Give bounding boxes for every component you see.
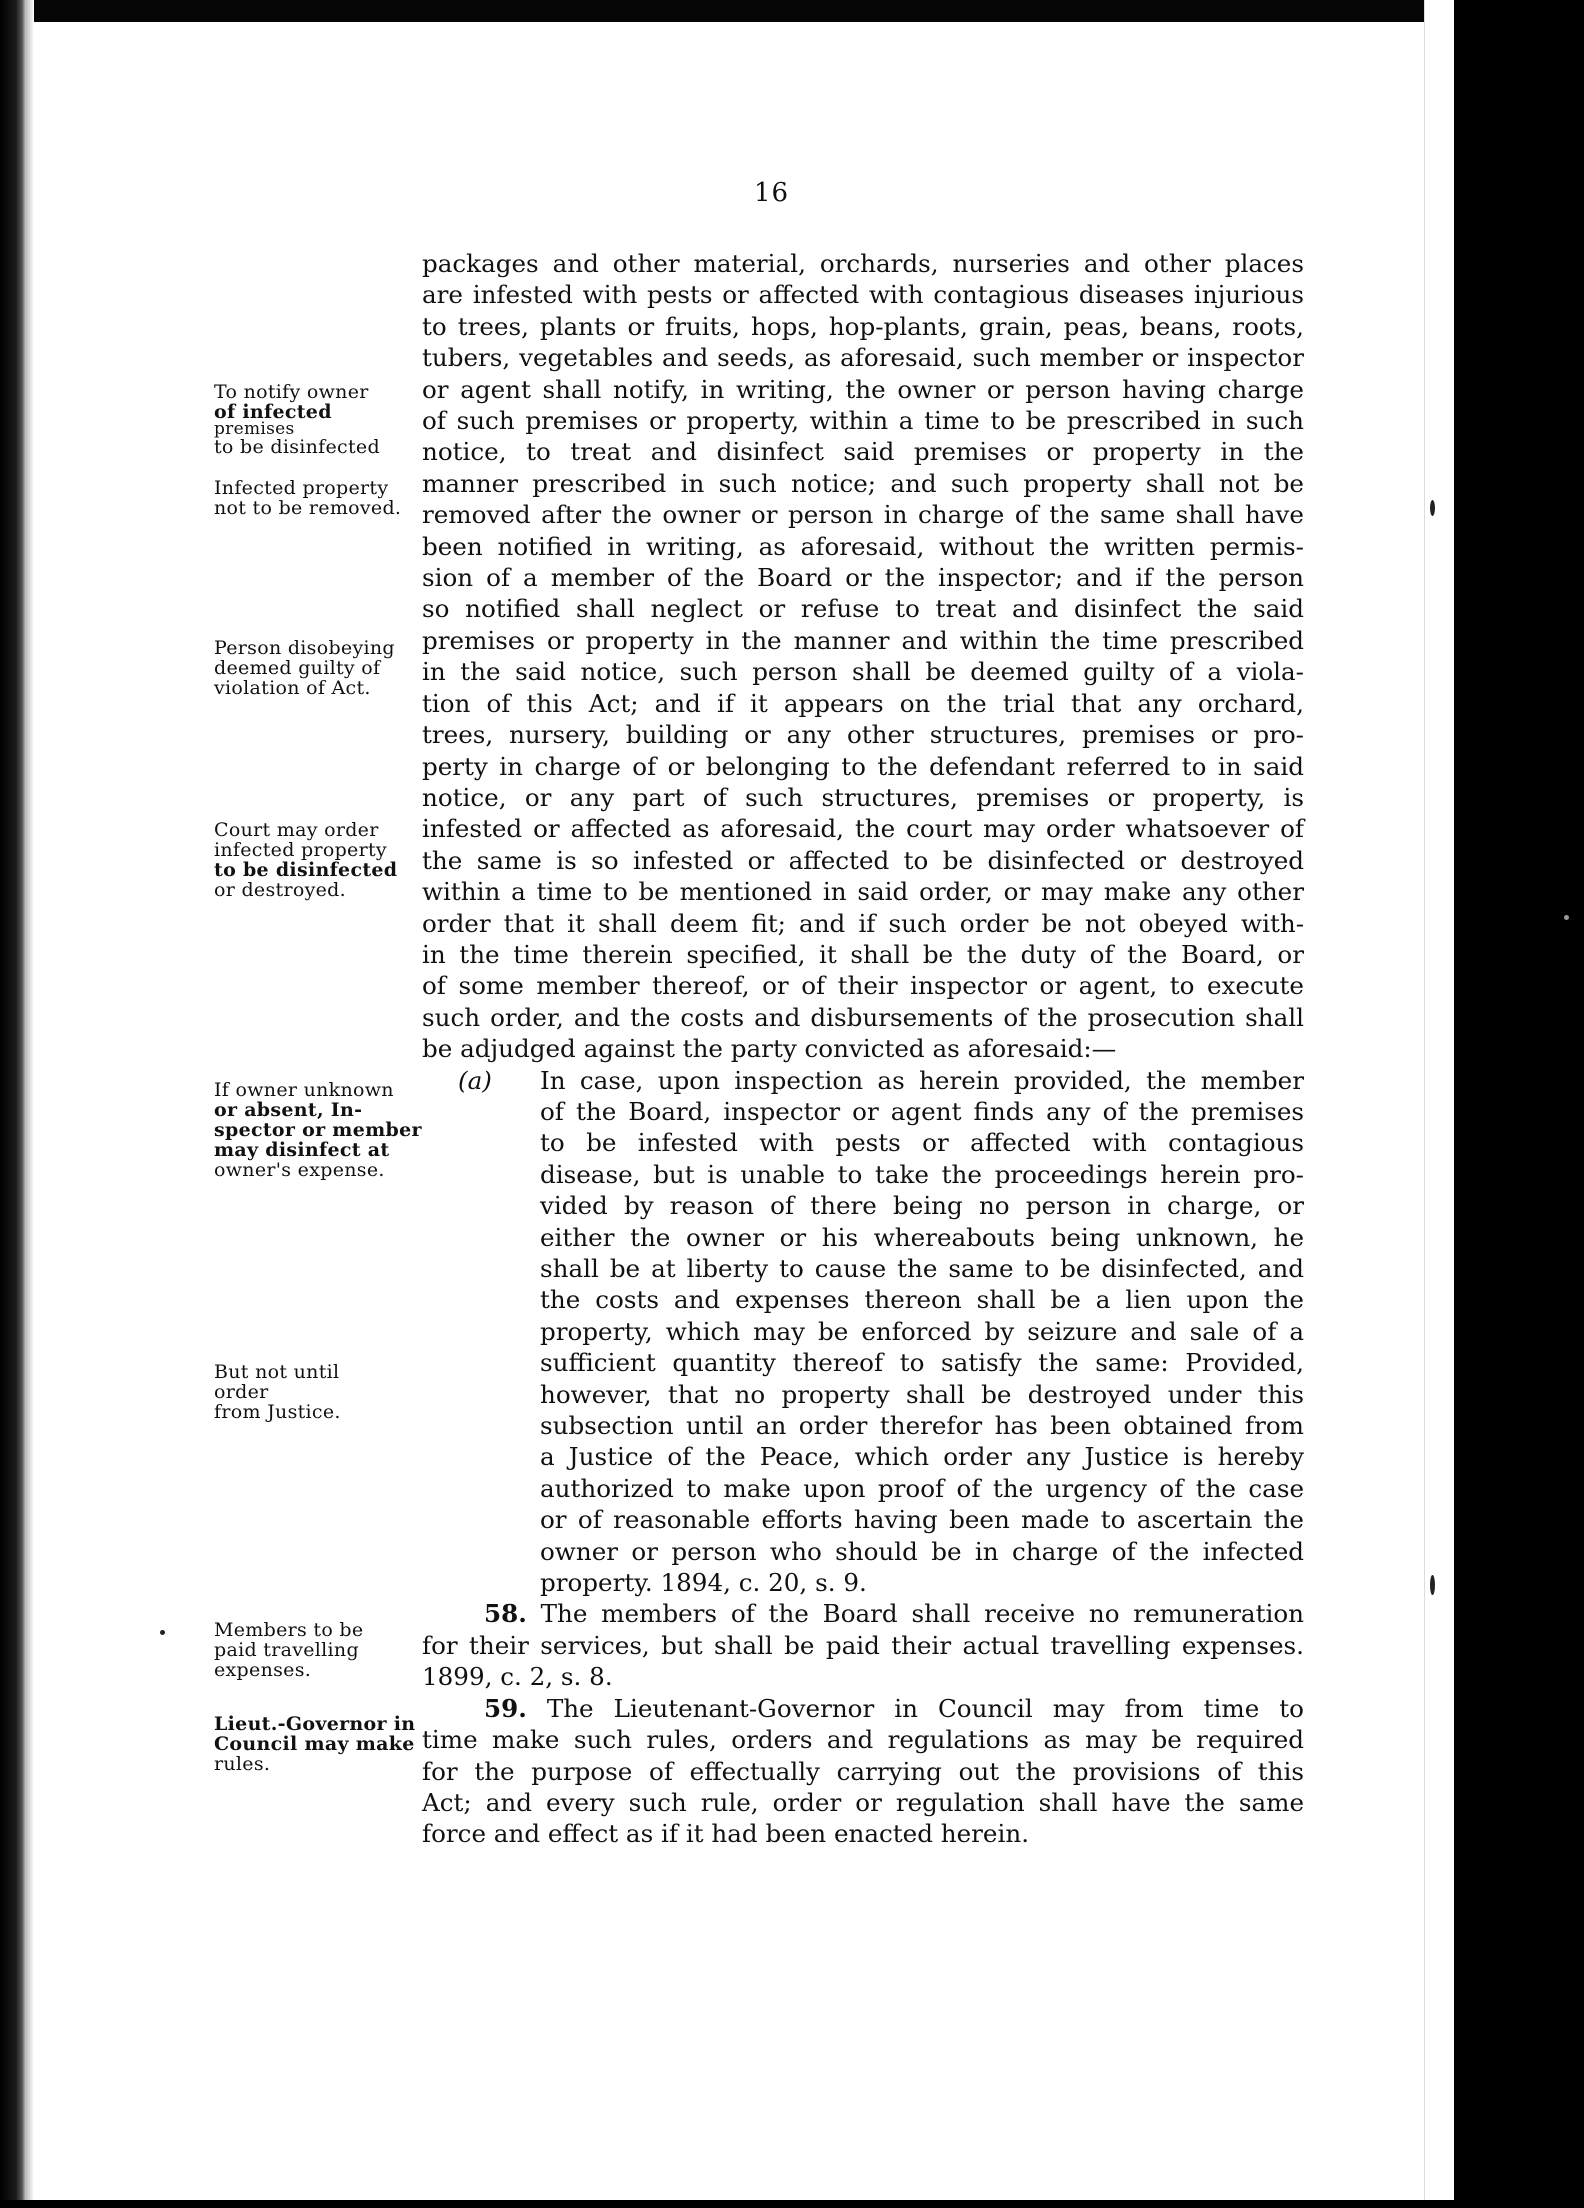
text-line: to trees, plants or fruits, hops, hop-plants, grain, peas, beans, roots, <box>422 311 1304 341</box>
scan-speck <box>160 1630 165 1635</box>
margin-note-court-may-order <box>214 820 434 900</box>
text-line: property, which may be enforced by seizure and sale of a <box>540 1316 1304 1346</box>
text-line: disease, but is unable to take the proceedings herein pro- <box>540 1159 1304 1189</box>
margin-note-line: may disinfect at <box>214 1139 390 1161</box>
text-line: the same is so infested or affected to be disinfected or destroyed <box>422 845 1304 875</box>
margin-note-line: order <box>214 1381 269 1403</box>
text-line: be adjudged against the party convicted as aforesaid:— <box>422 1034 1117 1064</box>
text-line: within a time to be mentioned in said order, or may make any other <box>422 877 1304 907</box>
text-line: manner prescribed in such notice; and such property shall not be <box>422 468 1304 498</box>
scan-border-left <box>0 0 26 2208</box>
section-number: 59. <box>484 1693 527 1723</box>
text-line: authorized to make upon proof of the urgency of the case <box>540 1473 1304 1503</box>
margin-note-line: paid travelling <box>214 1639 359 1661</box>
text-line: subsection until an order therefor has been obtained from <box>540 1411 1304 1441</box>
margin-note-person-disobeying <box>214 638 434 698</box>
text-line: vided by reason of there being no person in charge, or <box>540 1191 1304 1221</box>
text-line: for their services, but shall be paid their actual travelling expenses. <box>422 1630 1304 1660</box>
text-line <box>422 1598 1304 1629</box>
text-line: In case, upon inspection as herein provided, the member <box>540 1065 1304 1095</box>
text-line: sion of a member of the Board or the inspector; and if the person <box>422 563 1304 593</box>
margin-note-line: expenses. <box>214 1659 312 1681</box>
text-line: for the purpose of effectually carrying out the provisions of this <box>422 1756 1304 1786</box>
text-line: are infested with pests or affected with contagious diseases injurious <box>422 280 1304 310</box>
subsection-label: (a) <box>458 1065 492 1095</box>
margin-note-owner-unknown <box>214 1080 434 1180</box>
margin-note-line: Infected property <box>214 477 389 499</box>
text-line: 1899, c. 2, s. 8. <box>422 1662 613 1692</box>
margin-note-line: or destroyed. <box>214 879 346 901</box>
scan-speck <box>1430 500 1435 516</box>
text-line: of some member thereof, or of their inspector or agent, to execute <box>422 971 1304 1001</box>
text-line: removed after the owner or person in charge of the same shall have <box>422 500 1304 530</box>
margin-note-line: infected property <box>214 839 387 861</box>
margin-note-line: from Justice. <box>214 1401 341 1423</box>
text-line: premises or property in the manner and within the time prescribed <box>422 625 1304 655</box>
margin-note-notify-owner <box>214 382 434 457</box>
text-line: of such premises or property, within a time to be prescribed in such <box>422 406 1304 436</box>
margin-note-members-expenses <box>214 1620 434 1680</box>
page-number: 16 <box>754 178 790 208</box>
section-number: 58. <box>484 1599 527 1629</box>
text-line: in the time therein specified, it shall be the duty of the Board, or <box>422 939 1304 969</box>
text-line: sufficient quantity thereof to satisfy the same: Provided, <box>540 1348 1304 1378</box>
text-line: property. 1894, c. 20, s. 9. <box>540 1568 867 1598</box>
margin-note-line: Council may make <box>214 1733 415 1755</box>
text-line <box>422 1693 1304 1724</box>
section-text: The Lieutenant-Governor in Council may from time to <box>546 1693 1304 1723</box>
text-line: the costs and expenses thereon shall be a lien upon the <box>540 1285 1304 1315</box>
text-line: shall be at liberty to cause the same to be disinfected, and <box>540 1254 1304 1283</box>
margin-note-line: rules. <box>214 1753 271 1775</box>
margin-note-line: violation of Act. <box>214 677 371 699</box>
margin-note-line: Court may order <box>214 819 379 841</box>
text-line: however, that no property shall be destroyed under this <box>540 1379 1304 1409</box>
text-line: tion of this Act; and if it appears on the trial that any orchard, <box>422 688 1304 718</box>
text-line: of the Board, inspector or agent finds any of the premises <box>540 1096 1304 1126</box>
paragraph-continued <box>422 248 1304 1065</box>
margin-note-line: or absent, In- <box>214 1099 363 1121</box>
subsection-a <box>422 1065 1304 1599</box>
margin-note-line: But not until <box>214 1361 340 1383</box>
margin-note-line: Members to be <box>214 1619 364 1641</box>
body-text <box>422 248 1304 1850</box>
text-line: perty in charge of or belonging to the defendant referred to in said <box>422 751 1304 781</box>
margin-note-line: to be disinfected <box>214 859 398 881</box>
text-line: Act; and every such rule, order or regulation shall have the same <box>422 1787 1304 1817</box>
margin-note-line: Person disobeying <box>214 637 395 659</box>
text-line: in the said notice, such person shall be deemed guilty of a viola- <box>422 657 1304 687</box>
section-58 <box>422 1598 1304 1692</box>
text-line: owner or person who should be in charge of the infected <box>540 1536 1304 1566</box>
margin-note-line: not to be removed. <box>214 497 402 519</box>
scan-border-left-shadow <box>26 0 34 2208</box>
scan-speck <box>1564 915 1569 920</box>
text-line: so notified shall neglect or refuse to treat and disinfect the said <box>422 594 1304 624</box>
scan-border-bottom <box>0 2200 1584 2208</box>
text-line: time make such rules, orders and regulations as may be required <box>422 1725 1304 1755</box>
text-line: to be infested with pests or affected with contagious <box>540 1128 1304 1158</box>
margin-note-line: To notify owner <box>214 381 369 403</box>
margin-note-line: deemed guilty of <box>214 657 381 679</box>
text-line: tubers, vegetables and seeds, as aforesaid, such member or inspector <box>422 343 1304 373</box>
scan-speck <box>1430 1575 1435 1595</box>
text-line: infested or affected as aforesaid, the court may order whatsoever of <box>422 814 1304 844</box>
margin-note-line: of infected <box>214 401 332 423</box>
margin-note-line: premises <box>214 419 295 439</box>
text-line: been notified in writing, as aforesaid, without the written permis- <box>422 531 1304 561</box>
margin-note-line: Lieut.-Governor in <box>214 1713 416 1735</box>
text-line: packages and other material, orchards, nurseries and other places <box>422 249 1304 278</box>
text-line: such order, and the costs and disbursements of the prosecution shall <box>422 1002 1304 1032</box>
margin-note-line: owner's expense. <box>214 1159 385 1181</box>
section-text: The members of the Board shall receive no remuneration <box>540 1599 1304 1629</box>
margin-note-line: spector or member <box>214 1119 422 1141</box>
text-line: either the owner or his whereabouts being unknown, he <box>540 1222 1304 1252</box>
text-line: trees, nursery, building or any other structures, premises or pro- <box>422 720 1304 750</box>
margin-note-infected-property <box>214 478 434 518</box>
margin-note-lieut-governor <box>214 1714 434 1774</box>
scan-border-top <box>0 0 1584 22</box>
section-59 <box>422 1693 1304 1850</box>
text-line: or of reasonable efforts having been made to ascertain the <box>540 1505 1304 1535</box>
margin-note-not-until-order <box>214 1362 434 1422</box>
margin-note-line: to be disinfected <box>214 436 380 458</box>
text-line: notice, to treat and disinfect said premises or property in the <box>422 437 1304 467</box>
text-line: a Justice of the Peace, which order any Justice is hereby <box>540 1442 1304 1472</box>
margin-note-line: If owner unknown <box>214 1079 394 1101</box>
text-line: force and effect as if it had been enacted herein. <box>422 1819 1030 1849</box>
text-line: or agent shall notify, in writing, the owner or person having charge <box>422 374 1304 404</box>
text-line: order that it shall deem fit; and if such order be not obeyed with- <box>422 908 1304 938</box>
adjacent-page-strip <box>1424 0 1455 2208</box>
text-line: notice, or any part of such structures, premises or property, is <box>422 782 1304 812</box>
scan-border-right <box>1454 0 1584 2208</box>
